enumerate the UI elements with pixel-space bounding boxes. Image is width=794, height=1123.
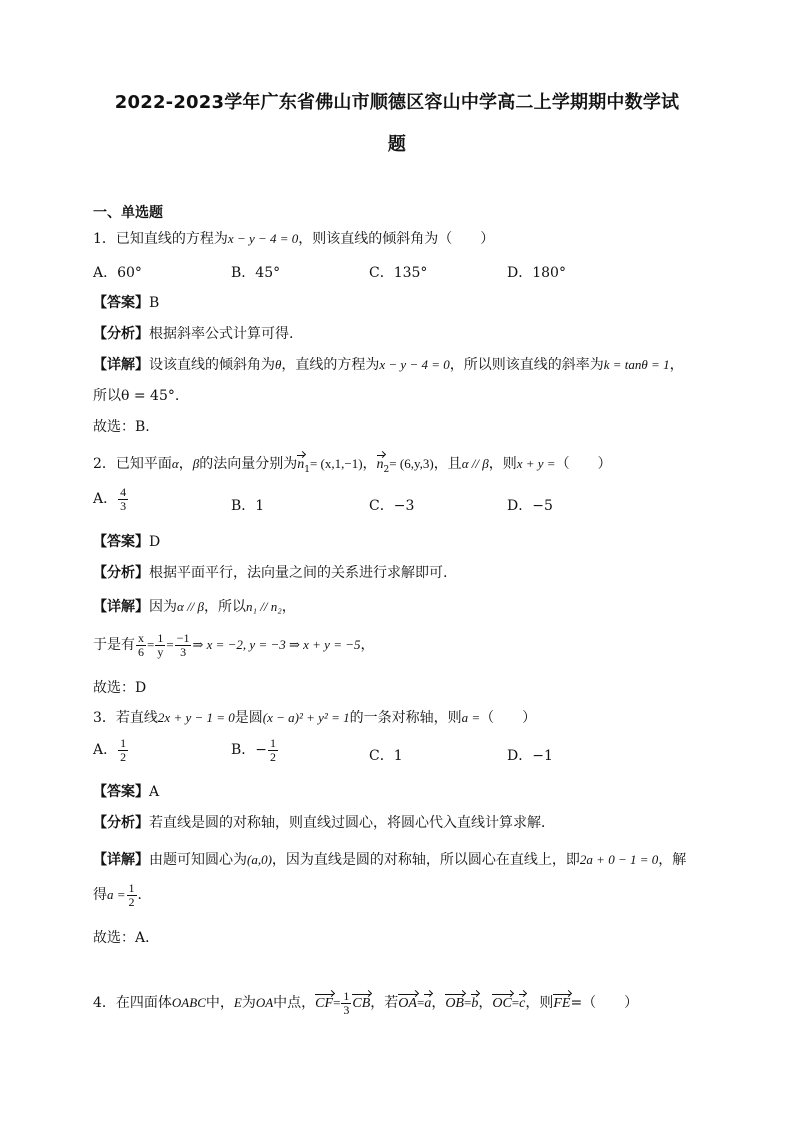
q2-line2-prefix: 于是有 (93, 637, 135, 654)
q2-fraction-3 (175, 632, 192, 658)
q3-answer-value: A (149, 784, 160, 800)
q2-option-a (93, 486, 129, 512)
q4-vec-a: a (424, 996, 432, 1012)
q2-choice: 故选：D (93, 680, 147, 696)
q2-n2-value: = (6,y,3) (389, 456, 434, 471)
q4-vec-oc: OC (492, 996, 512, 1012)
q2-stem-c: ，且 (433, 456, 462, 472)
q1-option-b: B．45° (231, 265, 281, 281)
q4-fe: FE (553, 996, 571, 1012)
q3-option-b-den: 2 (270, 749, 277, 764)
q3-option-a-fraction (118, 737, 128, 763)
q2-analysis-text: 根据平面平行，法向量之间的关系进行求解即可. (149, 565, 448, 581)
q3-detail-b: ，因为直线是圆的对称轴，所以圆心在直线上，即 (271, 852, 580, 868)
q2-stem: 2．已知平面α，β的法向量分别为$n_1= (x,1,-1)$，$n_2= (6,y,3)$，且α // β，则x + y =（ ） (93, 456, 612, 475)
q2-f1-num: x (138, 631, 144, 645)
q2-option-a-prefix: A． (93, 491, 118, 508)
q3-line2-prefix: 得 (93, 887, 107, 904)
q3-analysis (93, 812, 555, 832)
q3-option-b-fraction (268, 737, 278, 763)
q3-analysis-text: 若直线是圆的对称轴，则直线过圆心，将圆心代入直线计算求解． (149, 815, 555, 831)
q3-detail-a: 由题可知圆心为 (149, 852, 247, 868)
q4-oa: OA (255, 995, 274, 1011)
q2-answer (93, 531, 160, 551)
q4-f-num: 1 (343, 989, 350, 1003)
q2-n1-value: = (x,1,−1) (309, 456, 363, 471)
q3-stem-c: 的一条对称轴，则 (349, 710, 462, 726)
q2-stem-a: 2．已知平面 (93, 456, 172, 472)
q2-alpha: α (171, 456, 179, 471)
q3-a-fraction (127, 882, 137, 908)
q1-stem-suffix: ，则该直线的倾斜角为（ ） (298, 231, 495, 247)
paper-title-line2: 题 (387, 134, 407, 155)
q2-stem-b: 的法向量分别为 (199, 456, 298, 472)
q1-detail-b: ，直线的方程为 (281, 357, 380, 373)
q4-e: E (233, 995, 242, 1011)
q3-option-a-den: 2 (120, 749, 127, 764)
q4-fraction (341, 990, 351, 1016)
q2-beta: β (192, 456, 200, 471)
q2-option-a-den: 3 (120, 498, 127, 513)
q2-stem-d: ，则 (488, 456, 517, 472)
q4-vec-c: c (519, 996, 526, 1012)
q2-option-d: D．−5 (507, 498, 553, 514)
q1-stem (93, 228, 494, 248)
q2-n1: n (297, 457, 305, 472)
q1-detail-d: ， (669, 357, 684, 373)
q2-f3-den: 3 (180, 644, 187, 659)
q2-option-b: B．1 (231, 498, 265, 514)
q1-answer-value: B (149, 295, 160, 311)
q1-option-c: C．135° (369, 265, 428, 281)
q2-option-a-fraction (118, 486, 128, 512)
q3-line-eq: 2x + y − 1 = 0 (157, 710, 235, 725)
q3-option-b-num: 1 (270, 736, 277, 750)
q1-detail-tag: 【详解】 (93, 357, 149, 373)
q1-theta: θ (275, 357, 282, 372)
q4-stem-g: =（ ） (570, 995, 639, 1012)
q2-line2-result: ⇒ x = −2, y = −3 ⇒ x + y = −5 (192, 637, 361, 653)
q3-option-a (93, 737, 129, 763)
q1-detail-line2: 所以θ = 45°. (93, 388, 180, 404)
q2-detail-c: ， (281, 599, 296, 615)
q3-target: a = (461, 710, 481, 725)
q3-a-den: 2 (128, 894, 135, 909)
q4-vec-oa: OA (398, 996, 417, 1012)
q3-a-num: 1 (128, 881, 135, 895)
q2-detail-tag: 【详解】 (93, 599, 149, 615)
q3-line2-suffix: ． (137, 887, 152, 904)
q4-stem-f: ，则 (525, 995, 554, 1012)
q3-stem (93, 707, 536, 727)
q2-detail-parallel: α // β (177, 599, 205, 614)
q3-sub-eq: 2a + 0 − 1 = 0 (579, 852, 659, 867)
q2-line2-suffix: ， (360, 637, 375, 654)
q4-cb: CB (352, 996, 371, 1012)
q1-choice: 故选：B. (93, 419, 150, 435)
q2-detail-vec: n₁ // n₂ (246, 599, 282, 614)
q3-detail-line2 (93, 882, 152, 908)
q2-f2-num: 1 (157, 631, 164, 645)
q2-target: x + y = (516, 456, 556, 471)
q4-oabc: OABC (171, 995, 206, 1011)
q1-detail-a: 设该直线的倾斜角为 (149, 357, 275, 373)
q1-analysis-tag: 【分析】 (93, 326, 149, 342)
q2-answer-value: D (149, 534, 161, 550)
q3-detail (93, 849, 686, 869)
q1-option-d: D．180° (507, 265, 566, 281)
q3-answer (93, 781, 159, 801)
q3-answer-tag: 【答案】 (93, 784, 149, 800)
q3-center: (a,0) (247, 852, 272, 867)
q1-answer (93, 292, 159, 312)
q2-analysis (93, 562, 447, 582)
paper-title-line1: 2022-2023学年广东省佛山市顺德区容山中学高二上学期期中数学试 (114, 92, 680, 113)
q1-analysis-text: 根据斜率公式计算可得. (149, 326, 294, 342)
q4-stem-e: ，若 (370, 995, 399, 1012)
q2-n2: n (376, 457, 384, 472)
q1-option-a: A．60° (93, 265, 142, 281)
q3-line2-var: a = (107, 887, 126, 903)
q1-slope: k = tanθ = 1 (603, 357, 670, 372)
q2-f2-den: y (157, 644, 164, 659)
q1-stem-prefix: 1．已知直线的方程为 (93, 231, 228, 247)
q2-option-c: C．−3 (369, 498, 415, 514)
q3-detail-tag: 【详解】 (93, 852, 149, 868)
q3-analysis-tag: 【分析】 (93, 815, 149, 831)
q3-stem-b: 是圆 (234, 710, 263, 726)
q4-stem: 4．在四面体OABC中，E为OA中点，CF= $\frac{1}{3}$ CB，若OA=a，OB=b，OC=c，则FE=（ ） (93, 989, 639, 1017)
q1-detail-c: ，所以则该直线的斜率为 (449, 357, 604, 373)
q2-answer-tag: 【答案】 (93, 534, 149, 550)
q3-option-a-num: 1 (120, 736, 127, 750)
q2-f1-den: 6 (138, 644, 144, 659)
q2-detail (93, 596, 296, 616)
q2-fraction-1 (136, 632, 146, 658)
q4-stem-c: 为 (241, 995, 256, 1012)
q2-detail-a: 因为 (149, 599, 177, 615)
q2-fraction-2 (155, 632, 165, 658)
q2-stem-e: （ ） (555, 456, 612, 472)
q4-eq: = (333, 995, 341, 1011)
q4-f-den: 3 (343, 1002, 350, 1017)
q2-f3-num: −1 (176, 631, 190, 645)
q4-stem-a: 4．在四面体 (93, 995, 172, 1012)
q3-option-b-prefix: B．− (231, 742, 268, 759)
q1-answer-tag: 【答案】 (93, 295, 149, 311)
q3-stem-a: 3．若直线 (93, 710, 158, 726)
q2-sep: ， (178, 456, 193, 472)
q3-option-d: D．−1 (507, 748, 553, 764)
q4-stem-b: 中， (205, 995, 234, 1012)
q3-option-a-prefix: A． (93, 742, 118, 759)
q3-option-b (231, 737, 279, 763)
q4-stem-d: 中点， (273, 995, 316, 1012)
q4-cf: CF (315, 996, 334, 1012)
q4-vec-b: b (471, 996, 479, 1012)
q3-stem-d: （ ） (480, 710, 537, 726)
q1-analysis (93, 323, 293, 343)
q3-detail-c: ，解 (658, 852, 687, 868)
q2-analysis-tag: 【分析】 (93, 565, 149, 581)
q3-choice: 故选：A． (93, 930, 160, 946)
q4-vec-ob: OB (445, 996, 464, 1012)
q1-detail-equation: x − y − 4 = 0 (379, 357, 450, 372)
q2-detail-b: ，所以 (204, 599, 247, 615)
q2-parallel: α // β (461, 456, 489, 471)
q1-detail (93, 354, 684, 374)
q3-circle-eq: (x − a)² + y² = 1 (262, 710, 350, 725)
q2-detail-line2: 于是有 $\frac{x}{6}$ = $\frac{1}{y}$ = $\frac{-1}{3}$ ⇒ x = −2, y = −3 ⇒ x + y = −5， (93, 631, 375, 659)
section-heading: 一、单选题 (93, 205, 163, 221)
q3-option-c: C．1 (369, 748, 403, 764)
q2-option-a-num: 4 (120, 485, 127, 499)
q1-equation: x − y − 4 = 0 (227, 231, 299, 246)
